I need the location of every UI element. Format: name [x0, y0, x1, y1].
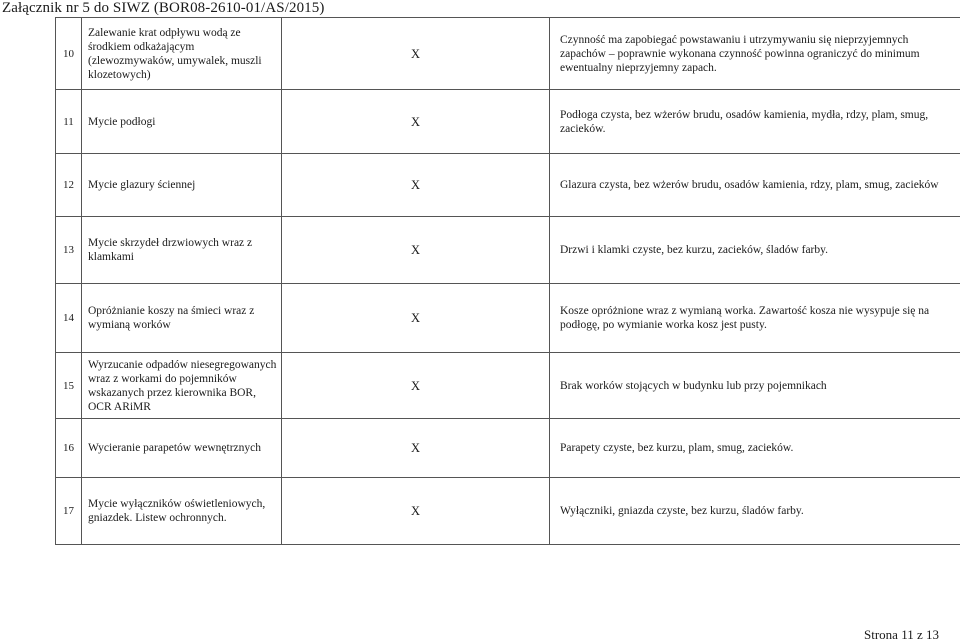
frequency-mark: X	[282, 90, 550, 154]
table-row	[56, 154, 960, 217]
frequency-mark: X	[282, 284, 550, 353]
quality-standard-cell: Drzwi i klamki czyste, bez kurzu, zacieków, śladów farby.	[550, 217, 960, 284]
activity-cell: Zalewanie krat odpływu wodą ze środkiem odkażającym (zlewozmywaków, umywalek, muszli klozetowych)	[82, 18, 282, 90]
quality-standard-cell: Kosze opróżnione wraz z wymianą worka. Zawartość kosza nie wysypuje się na podłogę, po wymianie worka kosz jest pusty.	[550, 284, 960, 353]
row-number: 12	[56, 154, 82, 217]
frequency-mark: X	[282, 154, 550, 217]
activity-cell: Wycieranie parapetów wewnętrznych	[82, 419, 282, 478]
quality-standard-cell: Glazura czysta, bez wżerów brudu, osadów kamienia, rdzy, plam, smug, zacieków	[550, 154, 960, 217]
frequency-mark: X	[282, 353, 550, 419]
frequency-mark: X	[282, 419, 550, 478]
row-number: 16	[56, 419, 82, 478]
activity-cell: Mycie podłogi	[82, 90, 282, 154]
table-row	[56, 217, 960, 284]
row-number: 17	[56, 478, 82, 545]
row-number: 14	[56, 284, 82, 353]
cleaning-schedule-table	[55, 17, 960, 545]
quality-standard-cell: Parapety czyste, bez kurzu, plam, smug, zacieków.	[550, 419, 960, 478]
activity-cell: Mycie skrzydeł drzwiowych wraz z klamkami	[82, 217, 282, 284]
page-number: Strona 11 z 13	[864, 627, 939, 642]
row-number: 11	[56, 90, 82, 154]
table-row	[56, 478, 960, 545]
table-row	[56, 90, 960, 154]
frequency-mark: X	[282, 478, 550, 545]
activity-cell: Mycie glazury ściennej	[82, 154, 282, 217]
quality-standard-cell: Podłoga czysta, bez wżerów brudu, osadów kamienia, mydła, rdzy, plam, smug, zacieków.	[550, 90, 960, 154]
activity-cell: Mycie wyłączników oświetleniowych, gniazdek. Listew ochronnych.	[82, 478, 282, 545]
frequency-mark: X	[282, 217, 550, 284]
quality-standard-cell: Czynność ma zapobiegać powstawaniu i utrzymywaniu się nieprzyjemnych zapachów – poprawnie wykonana czynność powinna ograniczyć do minimum ewentualny nieprzyjemny zapach.	[550, 18, 960, 90]
activity-cell: Wyrzucanie odpadów niesegregowanych wraz z workami do pojemników wskazanych przez kierownika BOR, OCR ARiMR	[82, 353, 282, 419]
frequency-mark: X	[282, 18, 550, 90]
table-row	[56, 353, 960, 419]
table-row	[56, 419, 960, 478]
row-number: 13	[56, 217, 82, 284]
table-row	[56, 284, 960, 353]
document-header: Załącznik nr 5 do SIWZ (BOR08-2610-01/AS/2015)	[2, 0, 325, 16]
quality-standard-cell: Wyłączniki, gniazda czyste, bez kurzu, śladów farby.	[550, 478, 960, 545]
row-number: 10	[56, 18, 82, 90]
table-row	[56, 18, 960, 90]
activity-cell: Opróżnianie koszy na śmieci wraz z wymianą worków	[82, 284, 282, 353]
row-number: 15	[56, 353, 82, 419]
quality-standard-cell: Brak worków stojących w budynku lub przy pojemnikach	[550, 353, 960, 419]
